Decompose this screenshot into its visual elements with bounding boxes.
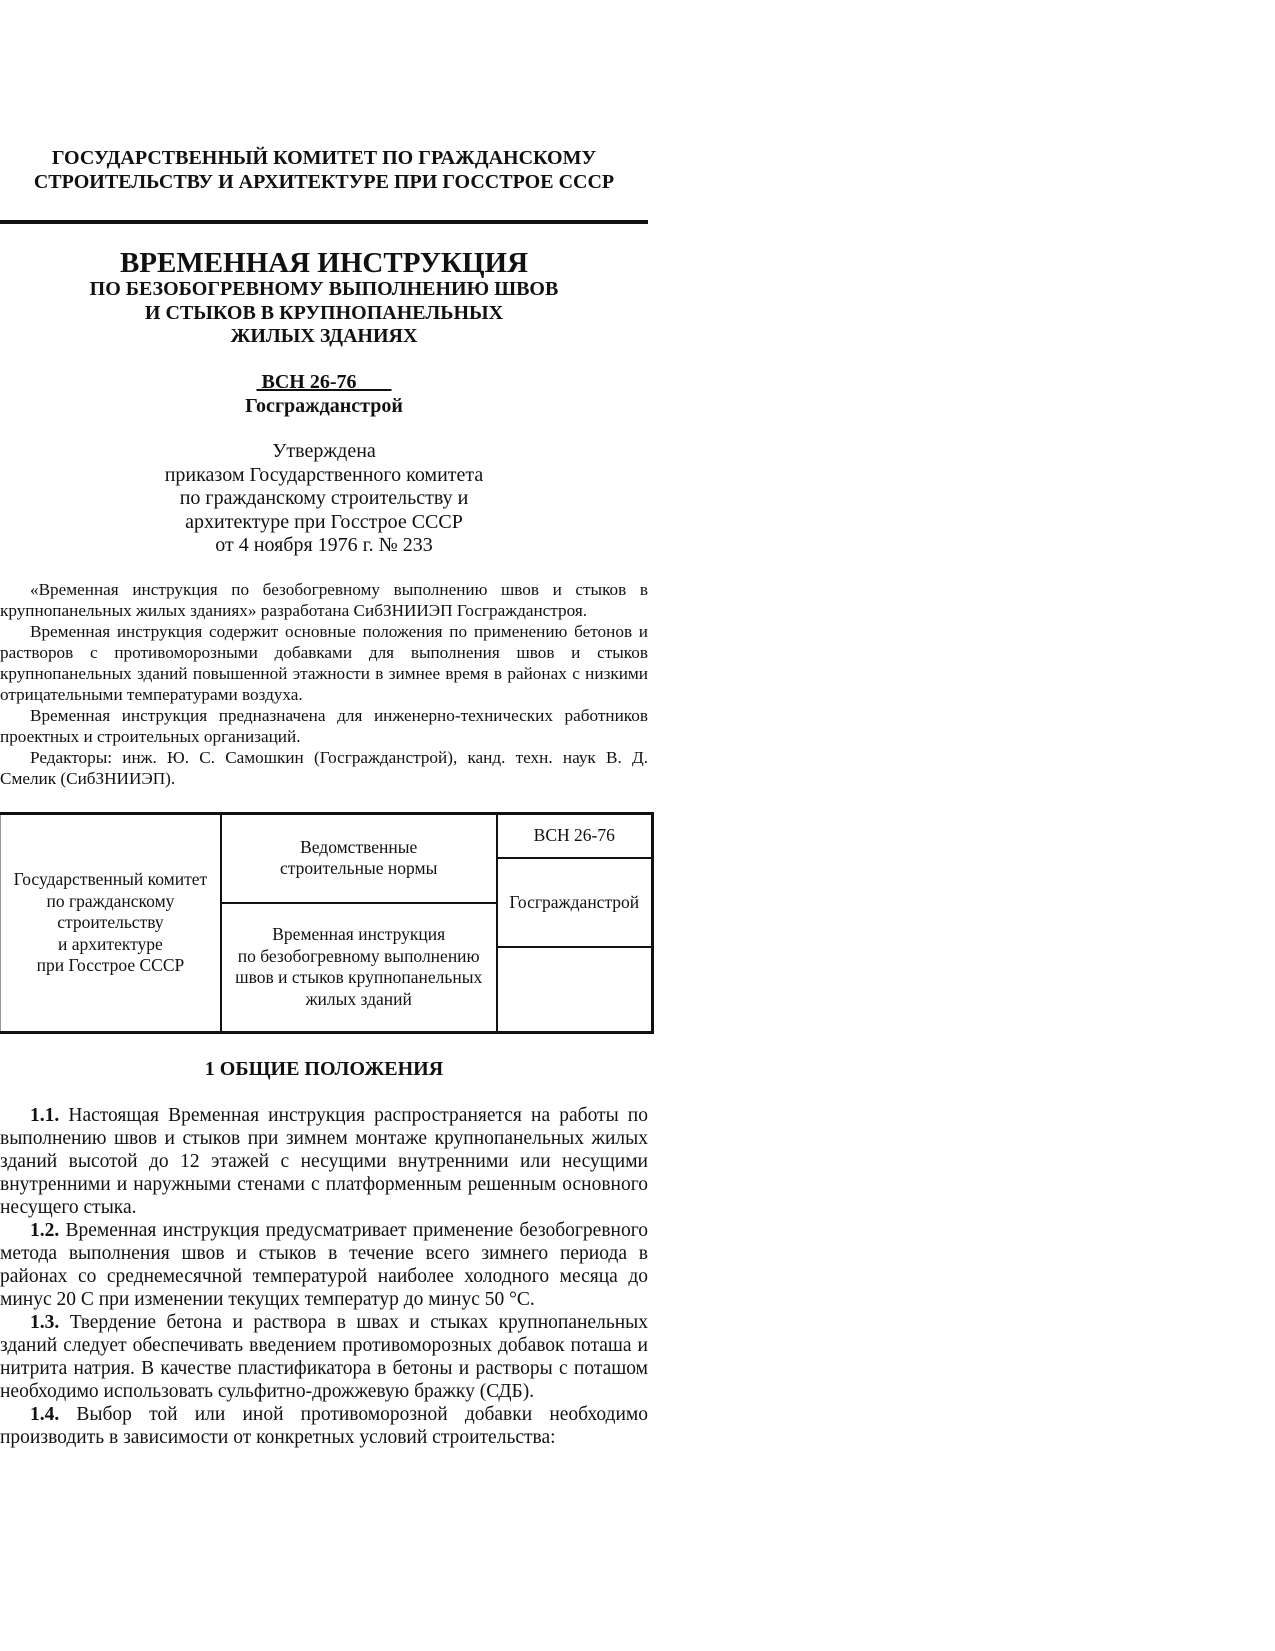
clause-text: Выбор той или иной противоморозной добавки необходимо производить в зависимости от конкретных условий строительства: bbox=[0, 1404, 648, 1448]
document-header-table bbox=[0, 812, 654, 1034]
table-name-cell: Временная инструкция по безобогревному выполнению швов и стыков крупнопанельных жилых зданий bbox=[221, 903, 497, 1033]
clause-text: Твердение бетона и раствора в швах и стыках крупнопанельных зданий следует обеспечивать введением противоморозных добавок поташа и нитрита натрия. В качестве пластификатора в бетоны и растворы с поташом необходимо использовать сульфитно-дрожжевую бражку (СДБ). bbox=[0, 1312, 648, 1402]
table-org-cell: Государственный комитет по гражданскому строительству и архитектуре при Госстрое СССР bbox=[1, 814, 221, 1033]
clause-number: 1.1. bbox=[30, 1105, 60, 1126]
org-line: СТРОИТЕЛЬСТВУ И АРХИТЕКТУРЕ ПРИ ГОССТРОЕ СССР bbox=[33, 171, 615, 193]
approval-line: приказом Государственного комитета bbox=[164, 463, 484, 486]
intro-paragraph: Временная инструкция предназначена для инженерно-технических работников проектных и строительных организаций. bbox=[0, 706, 648, 746]
clause-text: Настоящая Временная инструкция распространяется на работы по выполнению швов и стыков при зимнем монтаже крупнопанельных жилых зданий высотой до 12 этажей с несущими внутренними или несущими внутренними и наружными стенами с платформенным решенным основного несущего стыка. bbox=[0, 1105, 648, 1218]
document-code-block bbox=[0, 370, 648, 418]
intro-text bbox=[0, 579, 648, 789]
table-type-cell: Ведомственные строительные нормы bbox=[221, 814, 497, 903]
approval-line: Утверждена bbox=[272, 440, 376, 462]
table-code-cell: ВСН 26-76 bbox=[497, 814, 653, 859]
intro-paragraph: Временная инструкция содержит основные положения по применению бетонов и растворов с противоморозными добавками для выполнения швов и стыков крупнопанельных зданий повышенной этажности в зимнее время в районах с низкими отрицательными температурами воздуха. bbox=[0, 622, 648, 704]
clause-paragraph bbox=[0, 1219, 648, 1311]
intro-paragraph: Редакторы: инж. Ю. С. Самошкин (Госгражданстрой), канд. техн. наук В. Д. Смелик (СибЗНИИЭП). bbox=[0, 748, 648, 788]
document-title: ВРЕМЕННАЯ ИНСТРУКЦИЯ bbox=[119, 247, 529, 279]
org-line: ГОСУДАРСТВЕННЫЙ КОМИТЕТ ПО ГРАЖДАНСКОМУ bbox=[51, 147, 597, 169]
clause-number: 1.2. bbox=[30, 1220, 60, 1241]
document-subtitle bbox=[0, 278, 648, 349]
issuing-agency: Госгражданстрой bbox=[245, 395, 403, 417]
clause-paragraph bbox=[0, 1104, 648, 1219]
table-agency-cell: Госгражданстрой bbox=[497, 858, 653, 947]
approval-block bbox=[0, 440, 648, 558]
subtitle-line: И СТЫКОВ В КРУПНОПАНЕЛЬНЫХ bbox=[144, 301, 504, 324]
subtitle-line: ЖИЛЫХ ЗДАНИЯХ bbox=[230, 325, 418, 347]
section-heading: 1 ОБЩИЕ ПОЛОЖЕНИЯ bbox=[204, 1058, 444, 1080]
clause-text: Временная инструкция предусматривает применение безобогревного метода выполнения швов и стыков в течение всего зимнего периода в районах со среднемесячной температурой наиболее холодного месяца до минус 20 С при изменении текущих температур до минус 50 °С. bbox=[0, 1220, 648, 1310]
intro-paragraph: «Временная инструкция по безобогревному выполнению швов и стыков в крупнопанельных жилых зданиях» разработана СибЗНИИЭП Госгражданстроя. bbox=[0, 580, 648, 620]
clause-number: 1.4. bbox=[30, 1404, 60, 1425]
clause-number: 1.3. bbox=[30, 1312, 60, 1333]
table-empty-cell bbox=[497, 947, 653, 1032]
clause-paragraph bbox=[0, 1311, 648, 1403]
approval-line: по гражданскому строительству и bbox=[179, 487, 469, 509]
section-body bbox=[0, 1104, 648, 1449]
document-code: ВСН 26-76 bbox=[256, 371, 392, 393]
clause-paragraph bbox=[0, 1403, 648, 1449]
approval-line: архитектуре при Госстрое СССР bbox=[185, 510, 463, 533]
approval-line: от 4 ноября 1976 г. № 233 bbox=[215, 534, 433, 556]
subtitle-line: ПО БЕЗОБОГРЕВНОМУ ВЫПОЛНЕНИЮ ШВОВ bbox=[89, 278, 559, 300]
header-divider bbox=[0, 220, 648, 224]
organization-header bbox=[0, 146, 648, 194]
